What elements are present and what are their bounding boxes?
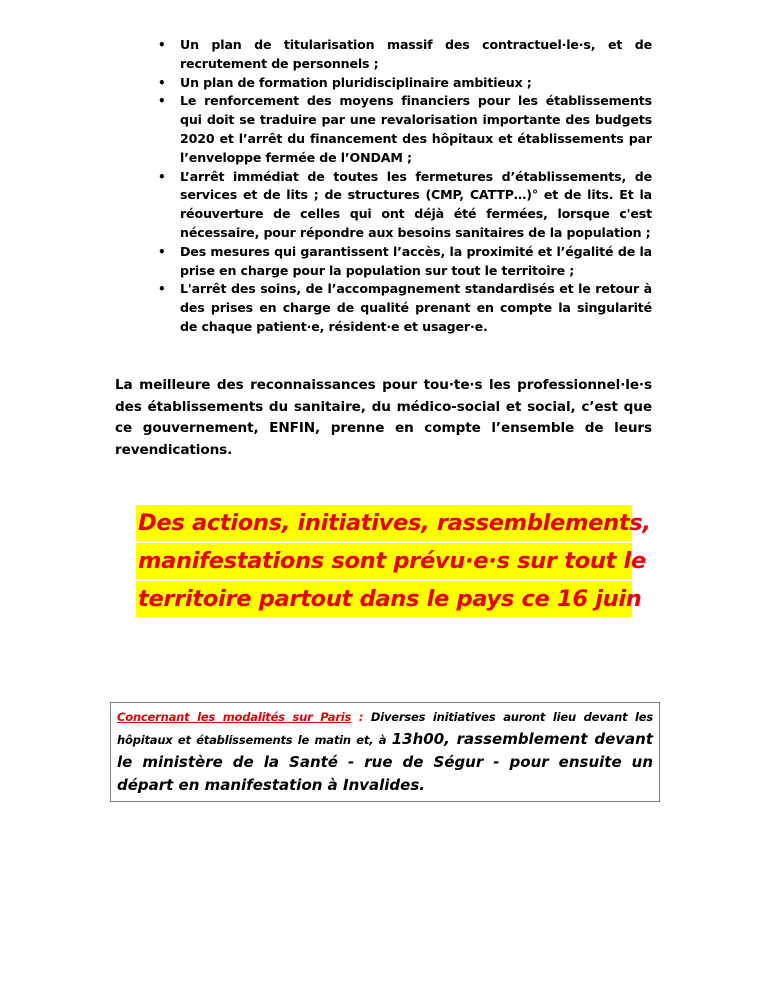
demand-item	[152, 36, 652, 74]
paris-label: Concernant les modalités sur Paris	[117, 710, 352, 724]
callout-line: territoire partout dans le pays ce 16 juin	[136, 581, 632, 617]
demands-list	[152, 36, 652, 337]
bullet-icon: •	[158, 38, 166, 52]
demand-text: L'arrêt des soins, de l’accompagnement standardisés et le retour à des prises en charge de qualité prenant en compte la singularité de chaque patient·e, résident·e et usager·e.	[180, 281, 652, 334]
demand-text: Un plan de titularisation massif des contractuel·le·s, et de recrutement de personnels ;	[180, 37, 652, 71]
bullet-icon: •	[158, 75, 166, 90]
bullet-icon: •	[158, 94, 166, 109]
paris-info-box	[110, 702, 660, 802]
demand-item	[152, 280, 652, 336]
demand-item	[152, 243, 652, 281]
conclusion-paragraph: La meilleure des reconnaissances pour tou·te·s les professionnel·le·s des établissements du sanitaire, du médico-social et social, c’est que ce gouvernement, ENFIN, prenne en compte l’ensemble de leurs revendications.	[115, 377, 652, 458]
demand-text: Le renforcement des moyens financiers pour les établissements qui doit se traduire par une revalorisation importante des budgets 2020 et l’arrêt du financement des hôpitaux et établissements par l’enveloppe fermée de l’ONDAM ;	[180, 93, 652, 165]
demand-item	[152, 74, 652, 93]
demand-text: Des mesures qui garantissent l’accès, la proximité et l’égalité de la prise en charge pour la population sur tout le territoire ;	[180, 243, 652, 278]
paris-label-colon: :	[351, 710, 364, 724]
paris-main-text: 13h00, rassemblement devant le ministère de la Santé - rue de Ségur - pour ensuite un départ en manifestation à Invalides.	[117, 730, 653, 794]
demand-item	[152, 168, 652, 243]
bullet-icon: •	[158, 282, 166, 297]
callout-line: manifestations sont prévu·e·s sur tout le	[136, 543, 632, 579]
highlighted-callout	[136, 505, 651, 619]
bullet-icon: •	[158, 169, 166, 184]
bullet-icon: •	[158, 244, 166, 259]
paris-intro-text: Diverses initiatives auront lieu devant les hôpitaux et établissements le matin et, à	[117, 710, 654, 747]
demand-text: L’arrêt immédiat de toutes les fermetures d’établissements, de services et de lits ; de structures (CMP, CATTP…)° et de lits. Et la réouverture de celles qui ont déjà été fermées, lorsque c'est nécessaire, pour répondre aux besoins sanitaires de la population ;	[180, 168, 652, 240]
demand-item	[152, 92, 652, 167]
demand-text: Un plan de formation pluridisciplinaire ambitieux ;	[180, 74, 532, 90]
callout-line: Des actions, initiatives, rassemblements,	[136, 505, 632, 541]
